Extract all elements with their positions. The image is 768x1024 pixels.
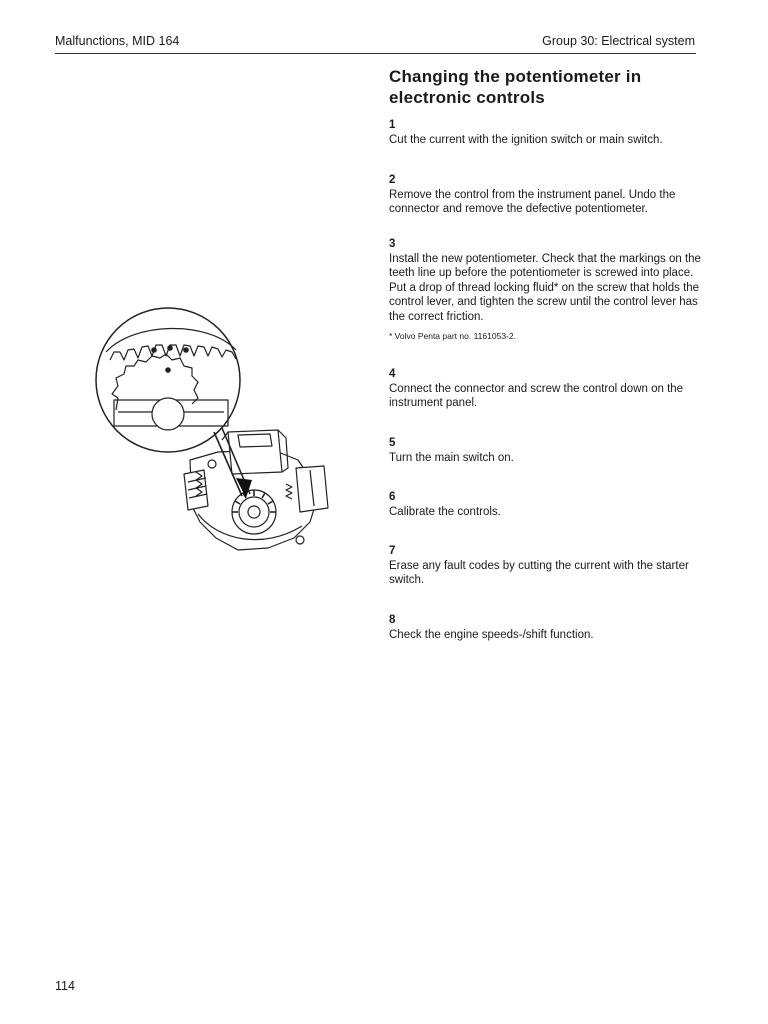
step-number: 2 — [389, 174, 396, 186]
step-number: 5 — [389, 437, 396, 449]
step-2 — [389, 173, 704, 217]
running-header-left: Malfunctions, MID 164 — [55, 34, 180, 48]
step-5 — [389, 436, 704, 465]
marking-dot — [152, 348, 156, 352]
step-number: 6 — [389, 491, 396, 503]
step-7 — [389, 544, 704, 588]
left-bracket — [184, 470, 208, 510]
marking-dot — [184, 348, 188, 352]
housing-gear-teeth — [232, 490, 276, 512]
page-title: Changing the potentiometer in electronic controls — [389, 67, 642, 107]
running-header-right: Group 30: Electrical system — [542, 34, 695, 48]
housing-gear-hub — [248, 506, 260, 518]
step-8 — [389, 613, 704, 642]
header-rule — [55, 53, 696, 54]
step-text: Cut the current with the ignition switch or main switch. — [389, 133, 663, 146]
step-text: Calibrate the controls. — [389, 505, 501, 518]
step-text: Erase any fault codes by cutting the current with the starter switch. — [389, 559, 689, 587]
step-text: Connect the connector and screw the control down on the instrument panel. — [389, 382, 684, 410]
footnote: * Volvo Penta part no. 1161053-2. — [389, 331, 516, 341]
step-4 — [389, 367, 704, 411]
step-number: 1 — [389, 119, 396, 131]
step-number: 3 — [389, 238, 396, 250]
step-number: 4 — [389, 368, 396, 380]
step-text: Install the new potentiometer. Check that the markings on the teeth line up before the potentiometer is screwed into place. Put a drop of thread locking fluid* on the screw that holds the control lever, and tighten the screw until the control lever has the correct friction. — [389, 252, 701, 323]
step-text: Remove the control from the instrument panel. Undo the connector and remove the defective potentiometer. — [389, 188, 676, 216]
step-text: Turn the main switch on. — [389, 451, 514, 464]
connector-latch — [238, 434, 272, 447]
step-number: 8 — [389, 614, 396, 626]
marking-dot — [168, 346, 172, 350]
step-text: Check the engine speeds-/shift function. — [389, 628, 594, 641]
step-6 — [389, 490, 704, 519]
step-number: 7 — [389, 545, 396, 557]
screw — [296, 536, 304, 544]
potentiometer-illustration — [88, 300, 338, 560]
page-number: 114 — [55, 979, 75, 993]
potentiometer-shaft — [152, 398, 184, 430]
spring-right — [286, 484, 292, 499]
screw — [208, 460, 216, 468]
housing-gear — [239, 497, 269, 527]
step-3 — [389, 237, 704, 325]
marking-dot — [166, 368, 170, 372]
step-1 — [389, 118, 704, 147]
